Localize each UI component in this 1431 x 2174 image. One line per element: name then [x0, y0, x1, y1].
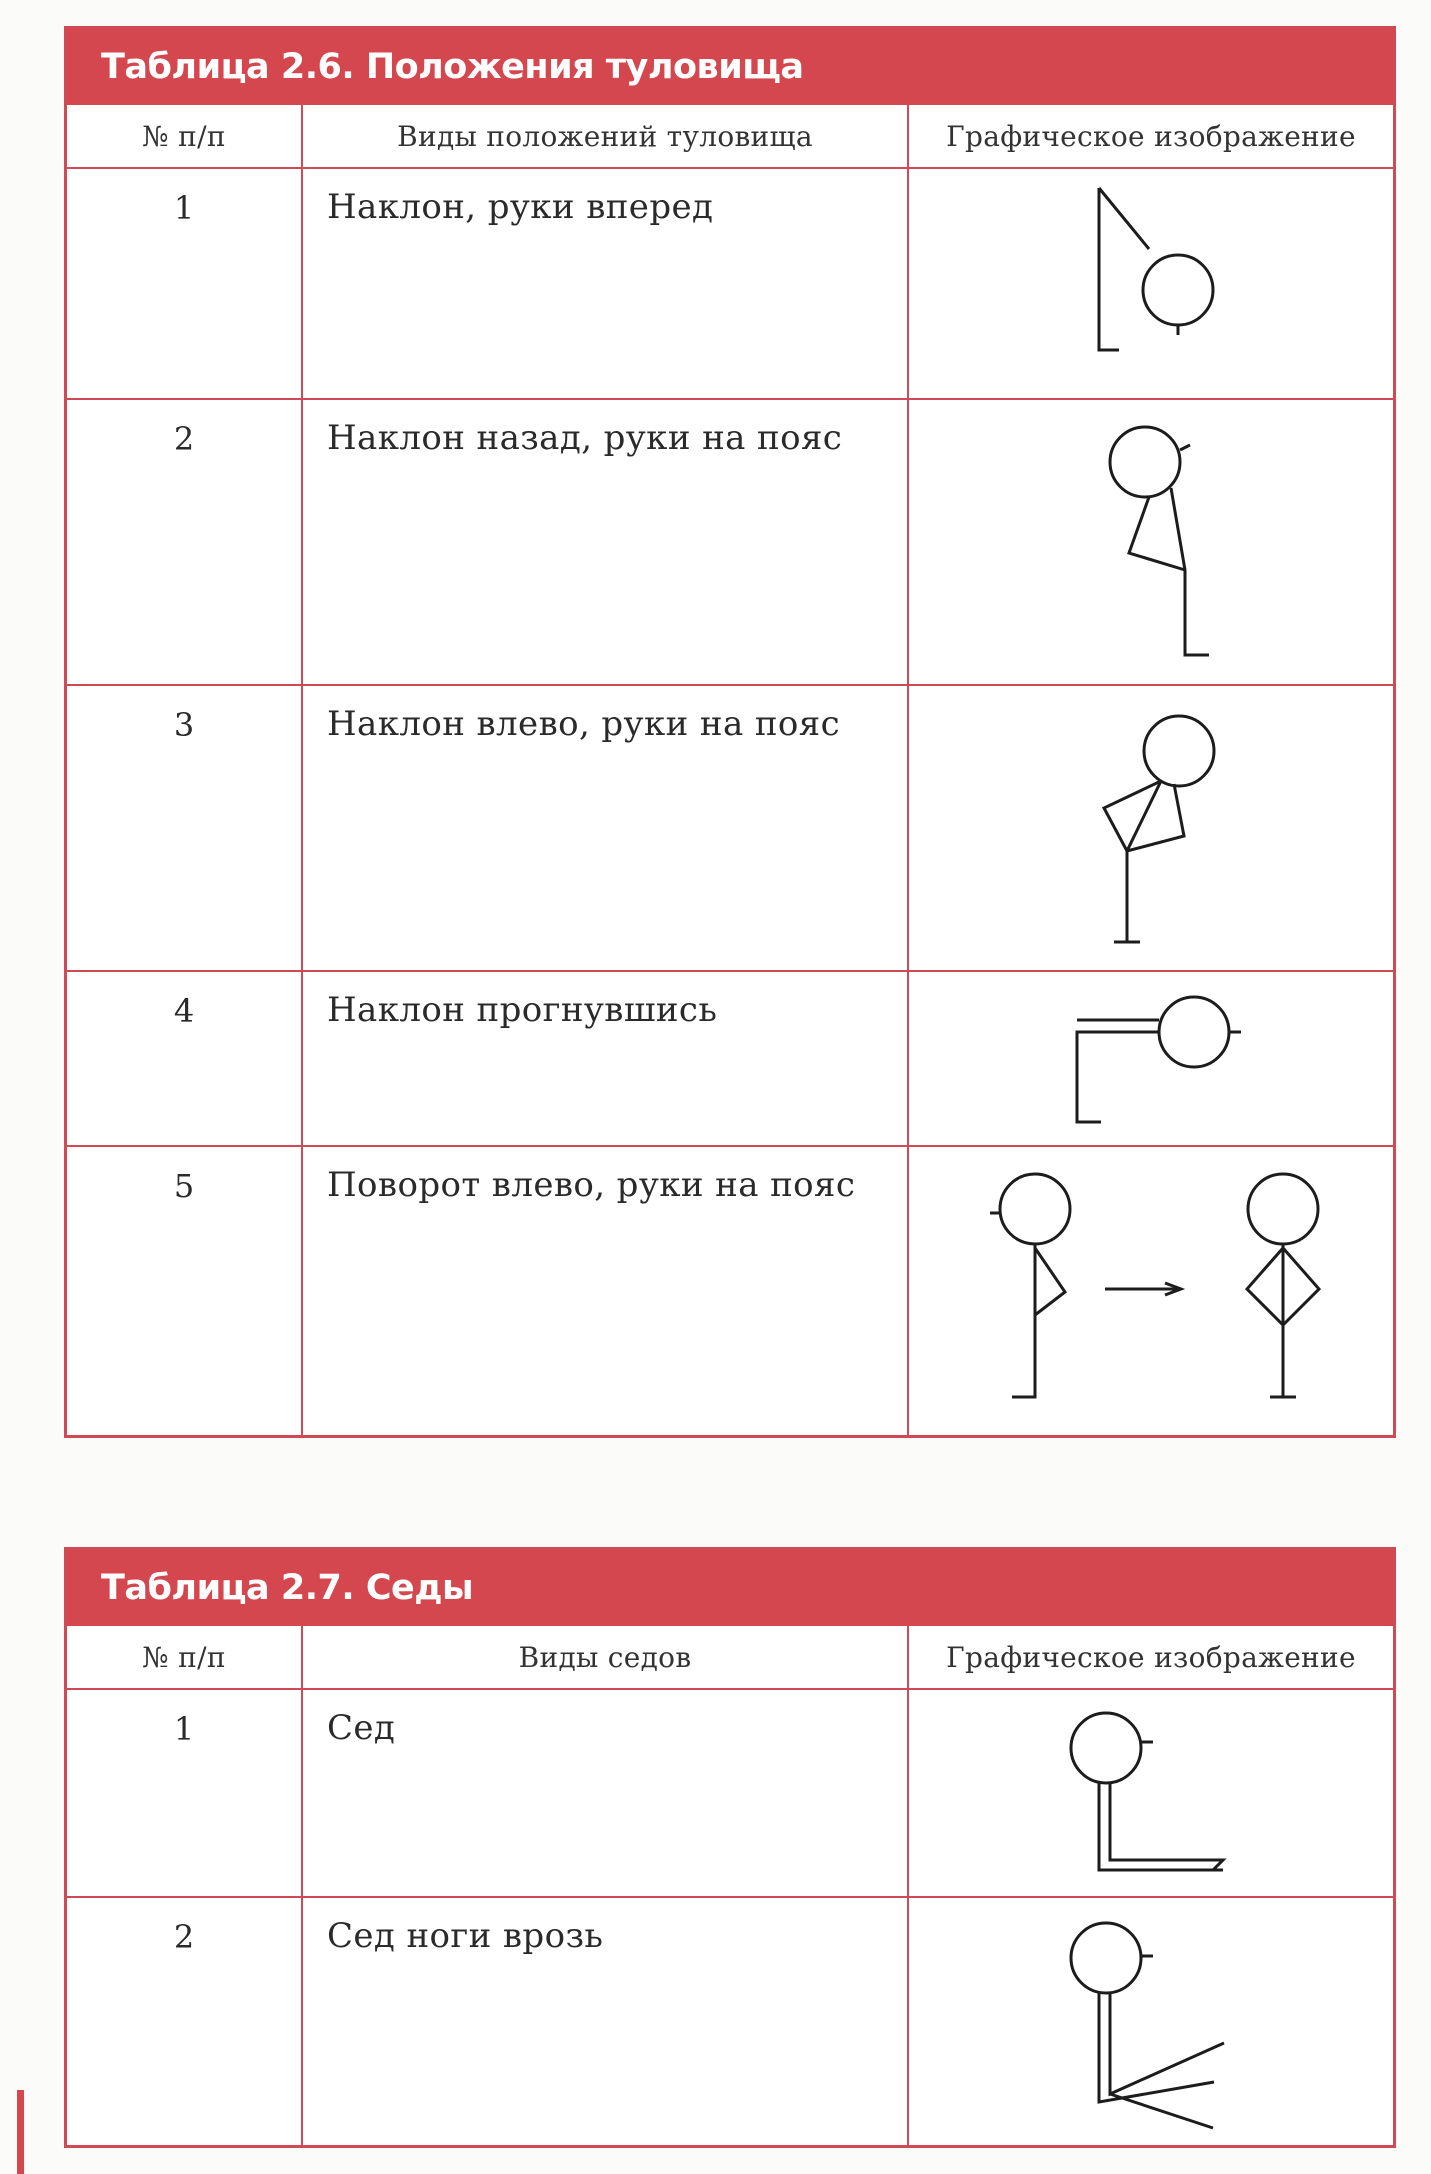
row-number: 4 [67, 971, 302, 1146]
row-number: 2 [67, 399, 302, 685]
header-number: № п/п [67, 105, 302, 168]
row-number: 3 [67, 685, 302, 971]
bend-left-hands-on-hips-figure-icon [908, 685, 1393, 971]
header-number: № п/п [67, 1626, 302, 1689]
bend-forward-arms-forward-figure-icon [908, 168, 1393, 399]
header-type: Виды седов [302, 1626, 908, 1689]
page-edge-marker [17, 2090, 24, 2174]
bend-back-hands-on-hips-figure-icon [908, 399, 1393, 685]
header-figure: Графическое изображение [908, 1626, 1393, 1689]
table-title: Таблица 2.7. Седы [67, 1550, 1393, 1626]
table-header-row [67, 1626, 1393, 1689]
table-row [67, 1897, 1393, 2145]
seated-legs-apart-figure-icon [908, 1897, 1393, 2145]
table-row [67, 685, 1393, 971]
row-number: 5 [67, 1146, 302, 1435]
row-number: 1 [67, 168, 302, 399]
turn-left-hands-on-hips-figure-icon [908, 1146, 1393, 1435]
positions-table [67, 105, 1393, 1435]
row-name: Наклон назад, руки на пояс [302, 399, 908, 685]
row-name: Сед [302, 1689, 908, 1897]
table-row [67, 1146, 1393, 1435]
row-number: 2 [67, 1897, 302, 2145]
row-name: Наклон влево, руки на пояс [302, 685, 908, 971]
row-name: Поворот влево, руки на пояс [302, 1146, 908, 1435]
table-row [67, 1689, 1393, 1897]
arched-bend-figure-icon [908, 971, 1393, 1146]
table-row [67, 168, 1393, 399]
seated-figure-icon [908, 1689, 1393, 1897]
sits-table [67, 1626, 1393, 2145]
table-title: Таблица 2.6. Положения туловища [67, 29, 1393, 105]
row-name: Наклон прогнувшись [302, 971, 908, 1146]
row-name: Сед ноги врозь [302, 1897, 908, 2145]
table-row [67, 971, 1393, 1146]
row-number: 1 [67, 1689, 302, 1897]
header-type: Виды положений туловища [302, 105, 908, 168]
table-2-7 [64, 1547, 1396, 2148]
table-2-6 [64, 26, 1396, 1438]
table-header-row [67, 105, 1393, 168]
header-figure: Графическое изображение [908, 105, 1393, 168]
table-row [67, 399, 1393, 685]
row-name: Наклон, руки вперед [302, 168, 908, 399]
